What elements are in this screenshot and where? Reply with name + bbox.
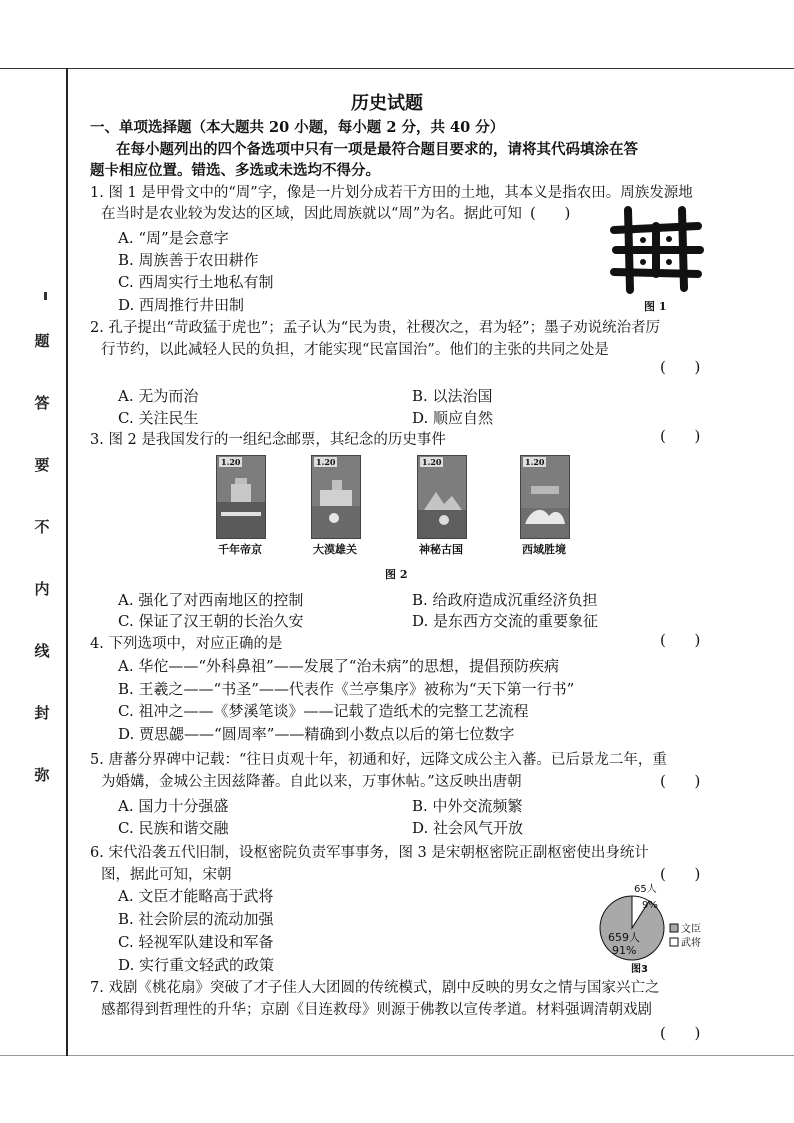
top-border bbox=[0, 68, 794, 69]
option: A. 文臣才能略高于武将 bbox=[118, 887, 274, 905]
seal-char: 内 bbox=[34, 580, 50, 598]
option: A. 无为而治 bbox=[118, 387, 199, 405]
legend-swatch-wenchen bbox=[670, 924, 678, 932]
stamp-price: 1.20 bbox=[525, 457, 545, 467]
answer-paren: ( ) bbox=[660, 358, 701, 376]
question-stem: 2. 孔子提出“苛政猛于虎也”；孟子认为“民为贵，社稷次之，君为轻”；墨子劝说统治者厉 bbox=[90, 320, 661, 336]
option: A. 国力十分强盛 bbox=[118, 797, 229, 815]
slice-percent-label: 9% bbox=[642, 900, 658, 911]
stamp-name: 神秘古国 bbox=[419, 543, 463, 556]
figure-caption: 图3 bbox=[631, 964, 648, 974]
section-instruction: 题卡相应位置。错选、多选或未选均不得分。 bbox=[90, 162, 380, 179]
slice-percent-label: 91% bbox=[612, 944, 637, 957]
option: B. 中外交流频繁 bbox=[412, 797, 523, 815]
seal-char: 封 bbox=[34, 704, 50, 722]
figure-caption: 图 2 bbox=[385, 568, 408, 581]
page-title: 历史试题 bbox=[351, 93, 423, 114]
option: D. 贾思勰——“圆周率”——精确到小数点以后的第七位数字 bbox=[118, 725, 515, 743]
answer-paren: ( ) bbox=[660, 865, 701, 883]
option: C. 祖冲之——《梦溪笔谈》——记载了造纸术的完整工艺流程 bbox=[118, 702, 529, 720]
stamp-price: 1.20 bbox=[221, 457, 241, 467]
binding-line bbox=[66, 68, 68, 1056]
option: C. 保证了汉王朝的长治久安 bbox=[118, 612, 304, 630]
legend-label: 武将 bbox=[681, 938, 701, 949]
option: B. 社会阶层的流动加强 bbox=[118, 910, 274, 928]
seal-char: 弥 bbox=[34, 766, 50, 784]
stamp-image bbox=[520, 455, 570, 539]
stamp-scene-icon bbox=[418, 456, 466, 538]
question-stem: 3. 图 2 是我国发行的一组纪念邮票，其纪念的历史事件 bbox=[90, 432, 446, 448]
stamp-scene-icon bbox=[217, 456, 265, 538]
stamp-scene-icon bbox=[521, 456, 569, 538]
seal-char: 题 bbox=[34, 332, 50, 350]
option: C. 民族和谐交融 bbox=[118, 819, 229, 837]
option: D. 实行重文轻武的政策 bbox=[118, 956, 275, 974]
option: A. 华佗——“外科鼻祖”——发展了“治未病”的思想，提倡预防疾病 bbox=[118, 657, 560, 675]
bottom-border bbox=[0, 1055, 794, 1056]
option: A. “周”是会意字 bbox=[118, 229, 229, 247]
answer-paren: ( ) bbox=[660, 631, 701, 649]
stamp-scene-icon bbox=[312, 456, 360, 538]
stamp-price: 1.20 bbox=[316, 457, 336, 467]
question-stem: 行节约，以此减轻人民的负担，才能实现“民富国治”。他们的主张的共同之处是 bbox=[101, 342, 609, 358]
stamp-price: 1.20 bbox=[422, 457, 442, 467]
binding-mark bbox=[44, 292, 47, 300]
option: A. 强化了对西南地区的控制 bbox=[118, 591, 304, 609]
question-stem: 为婚媾，金城公主因兹降蕃。自此以来，万事休帖。”这反映出唐朝 bbox=[101, 774, 522, 790]
stamp-image bbox=[417, 455, 467, 539]
stamp-image bbox=[216, 455, 266, 539]
option: C. 西周实行土地私有制 bbox=[118, 273, 274, 291]
answer-paren: ( ) bbox=[530, 204, 571, 222]
option: D. 西周推行井田制 bbox=[118, 296, 245, 314]
answer-paren: ( ) bbox=[660, 772, 701, 790]
question-stem: 图，据此可知，宋朝 bbox=[101, 867, 232, 883]
stamp-image bbox=[311, 455, 361, 539]
question-stem: 6. 宋代沿袭五代旧制，设枢密院负责军事事务，图 3 是宋朝枢密院正副枢密使出身统计 bbox=[90, 845, 649, 861]
option: B. 王羲之——“书圣”——代表作《兰亭集序》被称为“天下第一行书” bbox=[118, 680, 575, 698]
oracle-zhou-figure bbox=[606, 204, 706, 296]
slice-count-label: 659人 bbox=[608, 931, 640, 944]
question-stem: 感都得到哲理性的升华；京剧《目连救母》则源于佛教以宣传孝道。材料强调清朝戏剧 bbox=[101, 1002, 652, 1018]
margin-seal bbox=[28, 330, 56, 785]
option: D. 社会风气开放 bbox=[412, 819, 524, 837]
legend-label: 文臣 bbox=[681, 924, 701, 935]
seal-char: 要 bbox=[34, 456, 50, 474]
stamp-name: 千年帝京 bbox=[218, 543, 262, 556]
section-instruction: 在每小题列出的四个备选项中只有一项是最符合题目要求的，请将其代码填涂在答 bbox=[116, 141, 638, 158]
question-stem: 7. 戏剧《桃花扇》突破了才子佳人大团圆的传统模式，剧中反映的男女之情与国家兴亡之 bbox=[90, 980, 660, 996]
question-stem: 在当时是农业较为发达的区域，因此周族就以“周”为名。据此可知 bbox=[101, 206, 522, 222]
slice-count-label: 65人 bbox=[634, 884, 657, 895]
pie-chart bbox=[598, 882, 718, 974]
legend-swatch-wujiang bbox=[670, 938, 678, 946]
option: C. 关注民生 bbox=[118, 409, 199, 427]
option: B. 周族善于农田耕作 bbox=[118, 251, 259, 269]
question-stem: 5. 唐蕃分界碑中记载：“往日贞观十年，初通和好，远降文成公主入蕃。已后景龙二年，重 bbox=[90, 752, 667, 768]
question-stem: 1. 图 1 是甲骨文中的“周”字，像是一片划分成若干方田的土地，其本义是指农田。周族发源地 bbox=[90, 185, 693, 201]
figure-caption: 图 1 bbox=[644, 300, 667, 313]
option: B. 以法治国 bbox=[412, 387, 493, 405]
option: D. 是东西方交流的重要象征 bbox=[412, 612, 599, 630]
seal-char: 不 bbox=[34, 518, 50, 536]
question-stem: 4. 下列选项中，对应正确的是 bbox=[90, 636, 283, 652]
seal-char: 线 bbox=[34, 642, 50, 660]
answer-paren: ( ) bbox=[660, 1024, 701, 1042]
section-heading: 一、单项选择题（本大题共 20 小题，每小题 2 分，共 40 分） bbox=[90, 119, 505, 136]
option: D. 顺应自然 bbox=[412, 409, 494, 427]
seal-char: 答 bbox=[34, 394, 50, 412]
option: C. 轻视军队建设和军备 bbox=[118, 933, 274, 951]
answer-paren: ( ) bbox=[660, 427, 701, 445]
stamp-name: 大漠雄关 bbox=[313, 543, 357, 556]
option: B. 给政府造成沉重经济负担 bbox=[412, 591, 598, 609]
stamp-name: 西域胜境 bbox=[522, 543, 566, 556]
